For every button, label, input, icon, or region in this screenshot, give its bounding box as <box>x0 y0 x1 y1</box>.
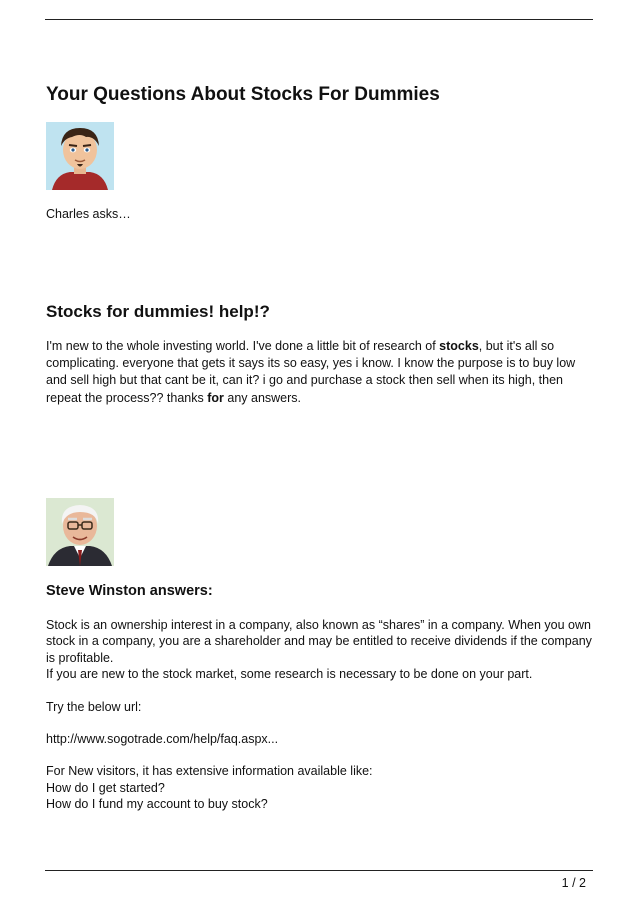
asker-line: Charles asks… <box>46 207 131 221</box>
question-bold-keyword: stocks <box>439 339 479 353</box>
header-rule <box>45 19 593 20</box>
answer-list-item: How do I get started? <box>46 780 165 795</box>
answer-body <box>46 617 594 813</box>
question-body <box>46 338 594 407</box>
answer-paragraph: Try the below url: <box>46 699 142 714</box>
question-text-part: I'm new to the whole investing world. I've done a little bit of research of <box>46 339 440 353</box>
paragraph-gap <box>46 747 594 763</box>
question-title: Stocks for dummies! help!? <box>46 302 270 321</box>
answer-url: http://www.sogotrade.com/help/faq.aspx... <box>46 732 279 747</box>
answer-list-item: How do I fund my account to buy stock? <box>46 797 268 812</box>
answerer-avatar <box>46 498 114 566</box>
asker-avatar <box>46 122 114 190</box>
paragraph-gap <box>46 715 594 731</box>
page-number: 1 / 2 <box>561 876 586 890</box>
question-bold-keyword: for <box>207 390 224 405</box>
question-text-part: any answers. <box>223 390 302 405</box>
question-text-part: , but it's all so complicating. everyone that gets it says its so easy, yes i know. I know the purpose is to buy low and sell high but that cant be it, can it? i go and purchase a stock then sell when its high, then repeat the process?? thanks <box>46 339 576 405</box>
footer-rule <box>45 870 593 871</box>
answer-paragraph: For New visitors, it has extensive information available like: <box>46 764 373 779</box>
answer-title: Steve Winston answers: <box>46 583 213 599</box>
page-title: Your Questions About Stocks For Dummies <box>46 84 440 105</box>
answer-paragraph: Stock is an ownership interest in a company, also known as “shares” in a company. When you own stock in a company, you are a shareholder and may be entitled to receive dividends if the company is profitable. <box>46 618 592 665</box>
paragraph-gap <box>46 683 594 699</box>
answer-paragraph: If you are new to the stock market, some research is necessary to be done on your part. <box>46 667 533 682</box>
